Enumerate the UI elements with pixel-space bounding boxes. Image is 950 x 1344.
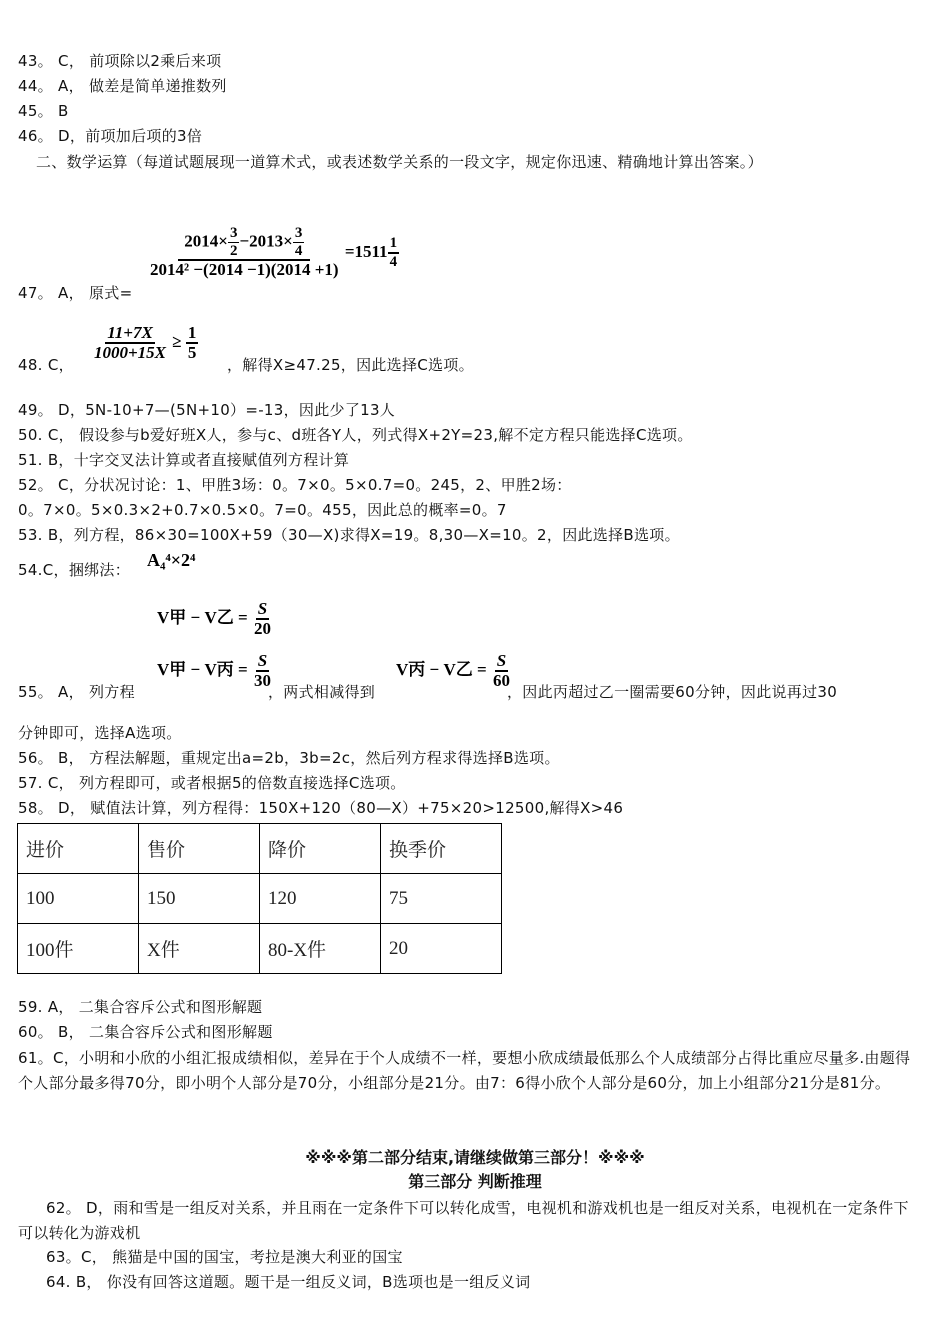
table-header-cell: 降价 — [260, 824, 381, 874]
formula-47 — [148, 226, 399, 280]
formula-47-denominator: 2014² −(2014 −1)(2014 +1) — [150, 260, 339, 280]
formula-55-eq1-lhs: V甲 − V乙 = — [157, 608, 248, 628]
formula-55-eq1-den: 20 — [253, 618, 271, 638]
table-header-cell: 进价 — [18, 824, 139, 874]
answer-57: 57. C， 列方程即可，或者根据5的倍数直接选择C选项。 — [18, 774, 406, 792]
formula-47-f1-den: 2 — [229, 242, 238, 259]
formula-47-mixed-den: 4 — [389, 253, 398, 270]
answer-53: 53. B，列方程，86×30=100X+59（30—X)求得X=19。8,30—X=10。2，因此选择B选项。 — [18, 526, 680, 544]
table-header-cell: 换季价 — [381, 824, 502, 874]
formula-47-result: =1511 — [344, 241, 388, 261]
formula-55-eq2-den: 30 — [253, 670, 271, 690]
table-cell: 120 — [260, 874, 381, 924]
answer-52-line-2: 0。7×0。5×0.3×2+0.7×0.5×0。7=0。455，因此总的概率=0。7 — [18, 501, 507, 519]
answer-61: 61。C，小明和小欣的小组汇报成绩相似，差异在于个人成绩不一样，要想小欣成绩最低那么个人成绩部分占得比重应尽量多.由题得个人部分最多得70分，即小明个人部分是70分，小组部分是21分。由7：6得小欣个人部分是60分，加上小组部分21分是81分。 — [18, 1049, 911, 1092]
answer-55-mid: ，两式相减得到 — [268, 683, 376, 701]
answer-59: 59. A， 二集合容斥公式和图形解题 — [18, 998, 263, 1016]
answer-63: 63。C， 熊猫是中国的国宝，考拉是澳大利亚的国宝 — [46, 1248, 403, 1266]
part-2-end-banner: ※※※第二部分结束,请继续做第三部分！※※※ — [305, 1148, 645, 1167]
table-cell: X件 — [139, 924, 260, 974]
formula-47-mixed-num: 1 — [388, 236, 400, 254]
answer-56: 56。 B， 方程法解题，重规定出a=2b，3b=2c，然后列方程求得选择B选项。 — [18, 749, 560, 767]
answer-48-suffix: ，解得X≥47.25，因此选择C选项。 — [227, 356, 474, 374]
formula-55-eq2-num: S — [257, 651, 268, 670]
price-table — [17, 823, 502, 974]
part-3-title: 第三部分 判断推理 — [408, 1172, 542, 1191]
table-header-row — [18, 824, 502, 874]
formula-48-r-den: 5 — [187, 342, 197, 362]
formula-47-term: 2014× — [184, 231, 228, 251]
formula-48-r-num: 1 — [187, 323, 197, 342]
table-cell: 80-X件 — [260, 924, 381, 974]
table-row — [18, 874, 502, 924]
answer-58: 58。 D， 赋值法计算，列方程得：150X+120（80—X）+75×20>12500,解得X>46 — [18, 799, 624, 817]
answer-52-line-1: 52。 C，分状况讨论：1、甲胜3场：0。7×0。5×0.7=0。245，2、甲胜2场： — [18, 476, 572, 494]
answer-48-prefix: 48. C， — [18, 356, 74, 374]
formula-55-eq1 — [157, 600, 273, 639]
formula-47-f2-num: 3 — [294, 225, 303, 241]
answer-45: 45。 B — [18, 102, 69, 120]
formula-55-eq3 — [396, 652, 512, 691]
answer-51: 51. B，十字交叉法计算或者直接赋值列方程计算 — [18, 451, 350, 469]
formula-55-eq3-lhs: V丙 − V乙 = — [396, 660, 487, 680]
table-cell: 20 — [381, 924, 502, 974]
answer-46: 46。 D，前项加后项的3倍 — [18, 127, 203, 145]
formula-48-den: 1000+15X — [94, 342, 167, 362]
section-2-heading: 二、数学运算（每道试题展现一道算术式，或表述数学关系的一段文字，规定你迅速、精确地计算出答案。） — [36, 153, 763, 171]
answer-47: 47。 A， 原式= — [18, 284, 133, 302]
formula-55-eq1-num: S — [257, 599, 268, 618]
formula-55-eq2 — [157, 652, 273, 691]
answer-55-suffix: ，因此丙超过乙一圈需要60分钟，因此说再过30 — [507, 683, 838, 701]
table-cell: 100件 — [18, 924, 139, 974]
answer-62: 62。 D，雨和雪是一组反对关系，并且雨在一定条件下可以转化成雪，电视机和游戏机也是一组反对关系，电视机在一定条件下可以转化为游戏机 — [18, 1199, 909, 1242]
table-header-cell: 售价 — [139, 824, 260, 874]
formula-48-num: 11+7X — [107, 323, 153, 342]
table-cell: 100 — [18, 874, 139, 924]
answer-55-line-2: 分钟即可，选择A选项。 — [18, 724, 182, 742]
formula-48 — [92, 324, 198, 363]
table-row — [18, 924, 502, 974]
formula-47-f1-num: 3 — [229, 225, 238, 241]
formula-55-eq3-den: 60 — [492, 670, 510, 690]
answer-49: 49。 D，5N-10+7—(5N+10）=-13，因此少了13人 — [18, 401, 396, 419]
formula-55-eq3-num: S — [496, 651, 507, 670]
answer-60: 60。 B， 二集合容斥公式和图形解题 — [18, 1023, 273, 1041]
formula-55-eq2-lhs: V甲 − V丙 = — [157, 660, 248, 680]
formula-47-f2-den: 4 — [294, 242, 303, 259]
table-cell: 75 — [381, 874, 502, 924]
table-cell: 150 — [139, 874, 260, 924]
formula-54: A₄⁴×2⁴ — [147, 550, 196, 570]
answer-54: 54.C，捆绑法： — [18, 561, 131, 579]
formula-47-term-2: −2013× — [239, 231, 293, 251]
answer-50: 50. C， 假设参与b爱好班X人，参与c、d班各Y人，列式得X+2Y=23,解不定方程只能选择C选项。 — [18, 426, 693, 444]
answer-64: 64. B， 你没有回答这道题。题干是一组反义词，B选项也是一组反义词 — [46, 1273, 531, 1291]
answer-43: 43。 C， 前项除以2乘后来项 — [18, 52, 222, 70]
formula-48-geq: ≥ — [172, 332, 182, 352]
answer-44: 44。 A， 做差是简单递推数列 — [18, 77, 227, 95]
answer-55-prefix: 55。 A， 列方程 — [18, 683, 135, 701]
